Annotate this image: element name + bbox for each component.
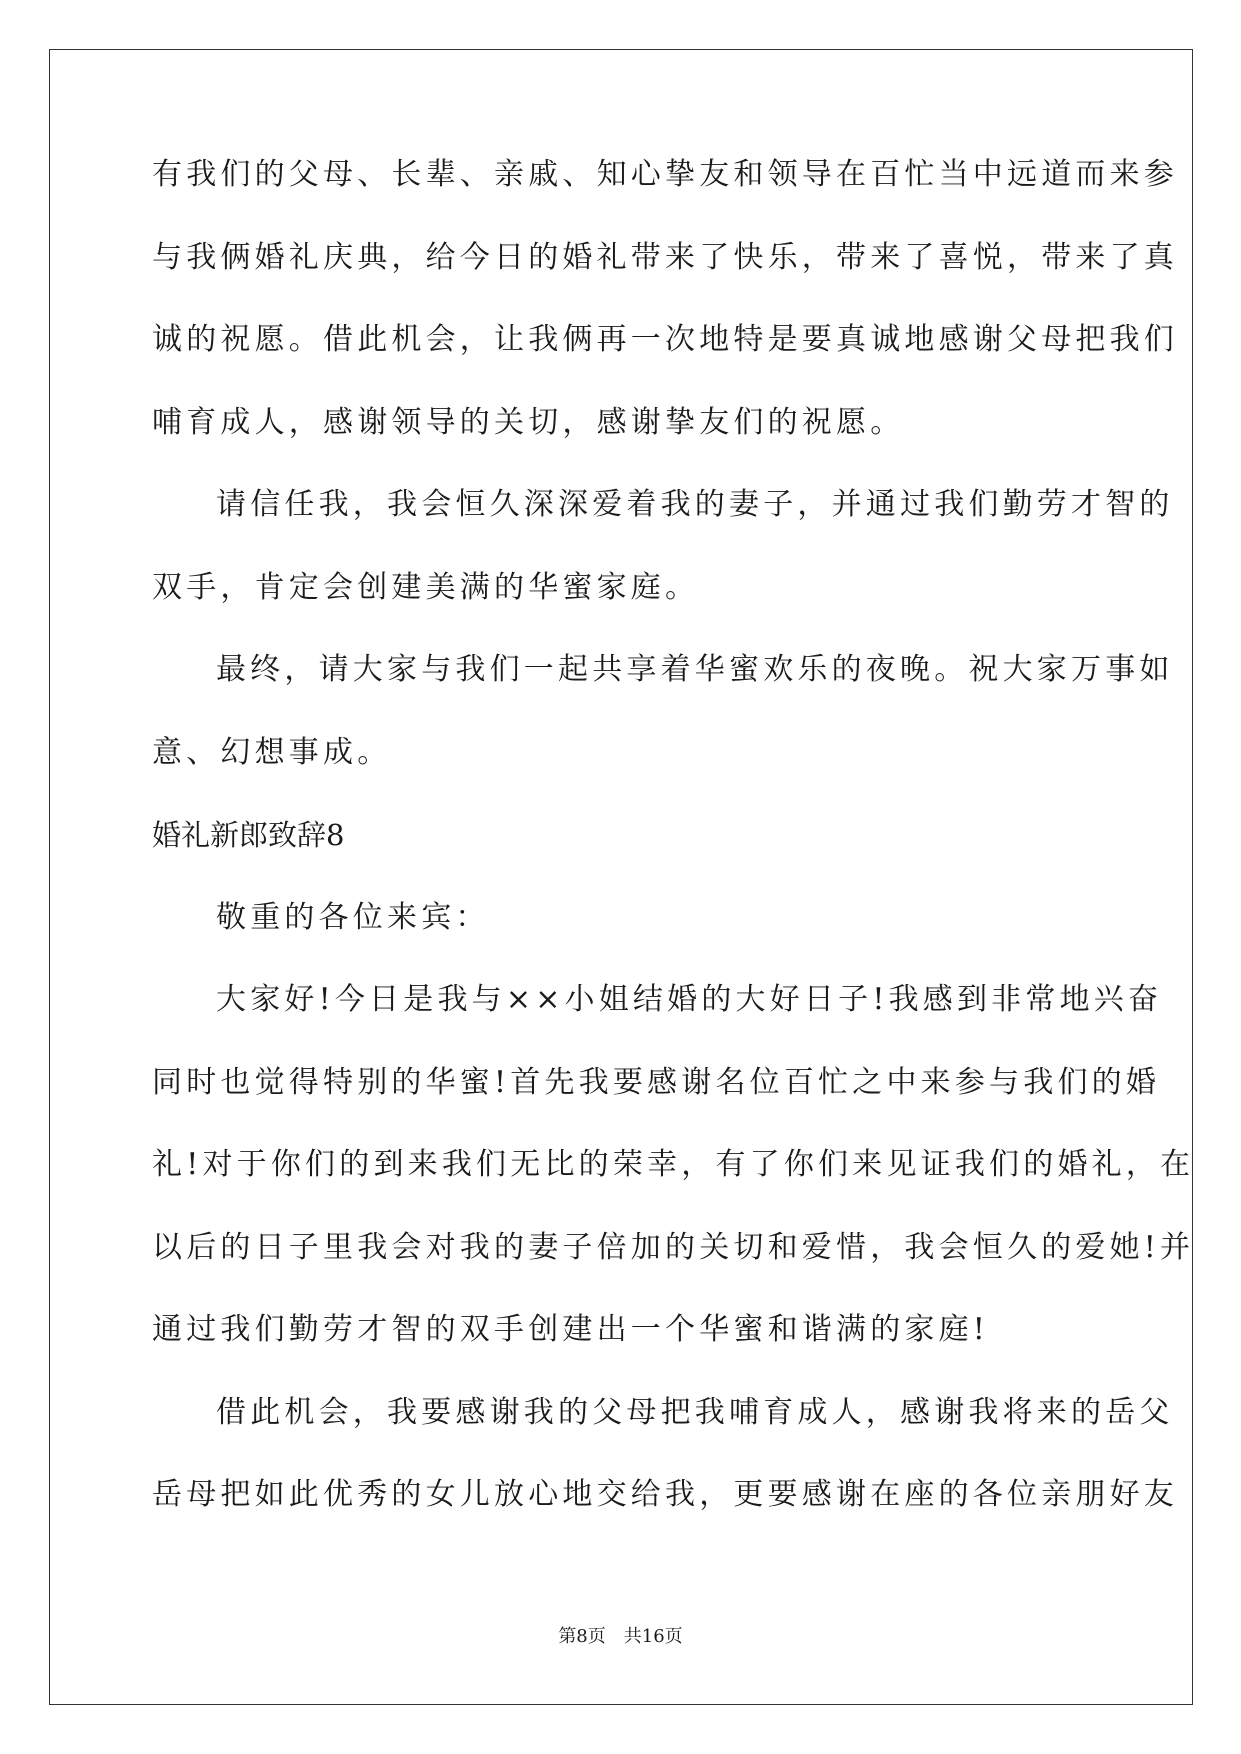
text-line: 同时也觉得特别的华蜜!首先我要感谢名位百忙之中来参与我们的婚 [152, 1064, 1161, 1100]
salutation-line: 敬重的各位来宾： [216, 899, 490, 935]
text-line: 请信任我，我会恒久深深爱着我的妻子，并通过我们勤劳才智的 [216, 487, 1174, 522]
text-line: 岳母把如此优秀的女儿放心地交给我，更要感谢在座的各位亲朋好友 [152, 1477, 1178, 1512]
text-line: 双手，肯定会创建美满的华蜜家庭。 [152, 569, 700, 605]
document-body [152, 157, 1195, 1563]
text-line: 借此机会，我要感谢我的父母把我哺育成人，感谢我将来的岳父 [216, 1394, 1174, 1430]
current-page-number: 第8页 [558, 1626, 606, 1647]
text-line: 意、幻想事成。 [152, 734, 392, 770]
text-line: 以后的日子里我会对我的妻子倍加的关切和爱惜，我会恒久的爱她!并 [152, 1229, 1195, 1265]
text-line: 诚的祝愿。借此机会，让我俩再一次地特是要真诚地感谢父母把我们 [152, 322, 1178, 357]
page-footer [0, 1626, 1241, 1648]
text-line: 有我们的父母、长辈、亲戚、知心挚友和领导在百忙当中远道而来参 [152, 157, 1178, 192]
text-line: 哺育成人，感谢领导的关切，感谢挚友们的祝愿。 [152, 404, 905, 440]
text-line: 大家好!今日是我与××小姐结婚的大好日子!我感到非常地兴奋 [216, 982, 1163, 1017]
section-heading: 婚礼新郎致辞8 [152, 818, 345, 852]
text-line: 礼!对于你们的到来我们无比的荣幸，有了你们来见证我们的婚礼，在 [152, 1147, 1195, 1182]
text-line: 最终，请大家与我们一起共享着华蜜欢乐的夜晚。祝大家万事如 [216, 652, 1174, 687]
total-pages: 共16页 [623, 1626, 683, 1647]
text-line: 与我俩婚礼庆典，给今日的婚礼带来了快乐，带来了喜悦，带来了真 [152, 239, 1178, 275]
text-line: 通过我们勤劳才智的双手创建出一个华蜜和谐满的家庭! [152, 1312, 990, 1347]
